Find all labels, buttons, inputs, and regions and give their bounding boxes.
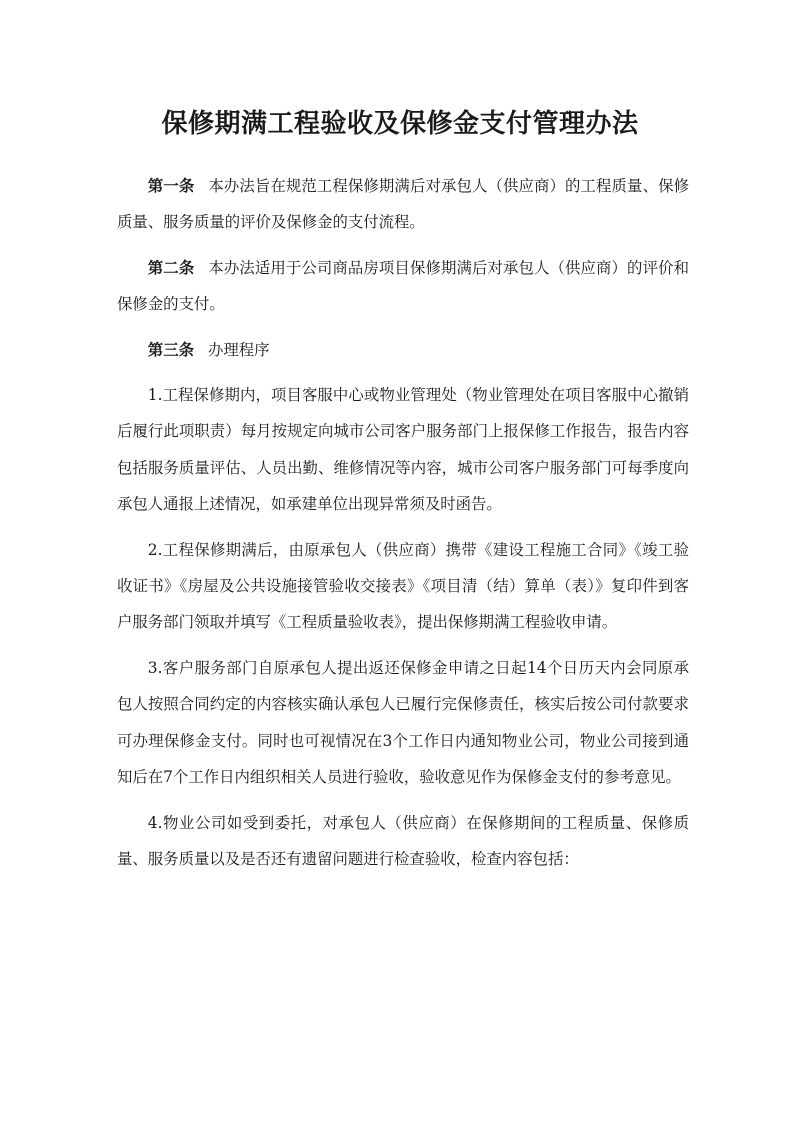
article-2-text: 本办法适用于公司商品房项目保修期满后对承包人（供应商）的评价和保修金的支付。 (117, 258, 689, 314)
article-1 (117, 168, 689, 241)
article-3-heading: 第三条 (147, 340, 194, 359)
document-body (117, 168, 689, 886)
article-3-text: 办理程序 (207, 340, 270, 359)
procedure-item-4: 4.物业公司如受到委托，对承包人（供应商）在保修期间的工程质量、保修质量、服务质量以及是否还有遗留问题进行检查验收，检查内容包括： (117, 813, 689, 868)
procedure-item-3: 3.客户服务部门自原承包人提出返还保修金申请之日起14个日历天内会同原承包人按照合同约定的内容核实确认承包人已履行完保修责任，核实后按公司付款要求可办理保修金支付。同时也可视情况在3个工作日内通知物业公司，物业公司接到通知后在7个工作日内组织相关人员进行验收，验收意见作为保修金支付的参考意见。 (117, 658, 689, 787)
document-title: 保修期满工程验收及保修金支付管理办法 (161, 109, 639, 139)
procedure-item-1: 1.工程保修期内，项目客服中心或物业管理处（物业管理处在项目客服中心撤销后履行此项职责）每月按规定向城市公司客户服务部门上报保修工作报告，报告内容包括服务质量评估、人员出勤、维修情况等内容，城市公司客户服务部门可每季度向承包人通报上述情况，如承建单位出现异常须及时函告。 (117, 386, 689, 514)
article-3 (117, 332, 689, 368)
article-2-heading: 第二条 (147, 258, 195, 277)
article-1-heading: 第一条 (147, 177, 195, 195)
article-2 (117, 250, 689, 323)
article-1-text: 本办法旨在规范工程保修期满后对承包人（供应商）的工程质量、保修质量、服务质量的评价及保修金的支付流程。 (117, 177, 689, 232)
procedure-item-2: 2.工程保修期满后，由原承包人（供应商）携带《建设工程施工合同》《竣工验收证书》《房屋及公共设施接管验收交接表》《项目清（结）算单（表）》复印件到客户服务部门领取并填写《工程质量验收表》，提出保修期满工程验收申请。 (117, 540, 689, 632)
